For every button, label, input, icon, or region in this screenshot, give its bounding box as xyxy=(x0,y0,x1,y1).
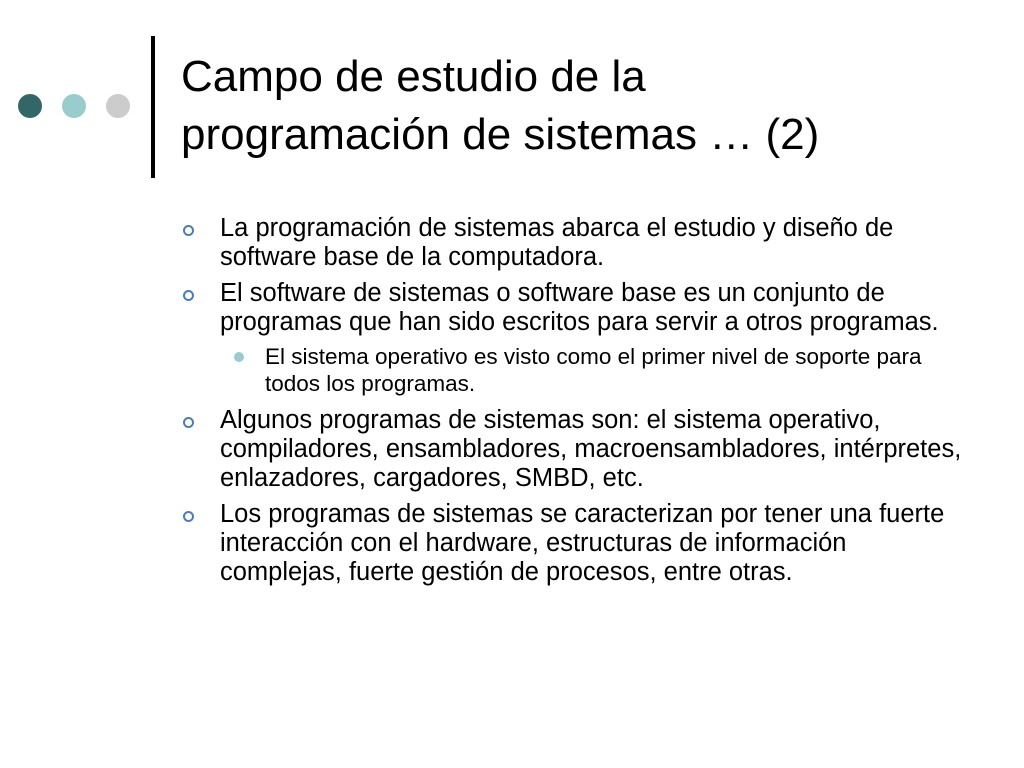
bullet-text: Algunos programas de sistemas son: el sistema operativo, compiladores, ensambladores, macroensambladores, intérpretes, enlazadores, cargadores, SMBD, etc. xyxy=(220,406,962,492)
dot-bullet-icon xyxy=(234,352,244,362)
bullet-text: La programación de sistemas abarca el estudio y diseño de software base de la computadora. xyxy=(220,214,894,271)
ring-bullet-icon xyxy=(183,225,194,236)
bullet-text: El software de sistemas o software base es un conjunto de programas que han sido escritos para servir a otros programas. xyxy=(220,279,939,336)
slide-title xyxy=(181,48,1001,164)
ring-bullet-icon xyxy=(183,511,194,522)
bullet-item xyxy=(183,214,963,272)
title-divider xyxy=(151,36,155,178)
slide-title-line-2: programación de sistemas … (2) xyxy=(181,110,820,159)
slide-title-line-1: Campo de estudio de la xyxy=(181,52,646,101)
bullet-item xyxy=(183,279,963,337)
sub-bullet-text: El sistema operativo es visto como el primer nivel de soporte para todos los programas. xyxy=(265,344,922,396)
slide-body xyxy=(183,214,963,594)
dark-teal-dot-icon xyxy=(18,94,42,118)
grey-dot-icon xyxy=(106,94,130,118)
sub-bullet-item xyxy=(265,343,963,397)
bullet-text: Los programas de sistemas se caracterizan por tener una fuerte interacción con el hardware, estructuras de información complejas, fuerte gestión de procesos, entre otras. xyxy=(220,500,945,586)
decorative-dots xyxy=(18,94,130,118)
ring-bullet-icon xyxy=(183,417,194,428)
light-teal-dot-icon xyxy=(62,94,86,118)
bullet-item xyxy=(183,406,963,493)
ring-bullet-icon xyxy=(183,290,194,301)
bullet-item xyxy=(183,500,963,587)
